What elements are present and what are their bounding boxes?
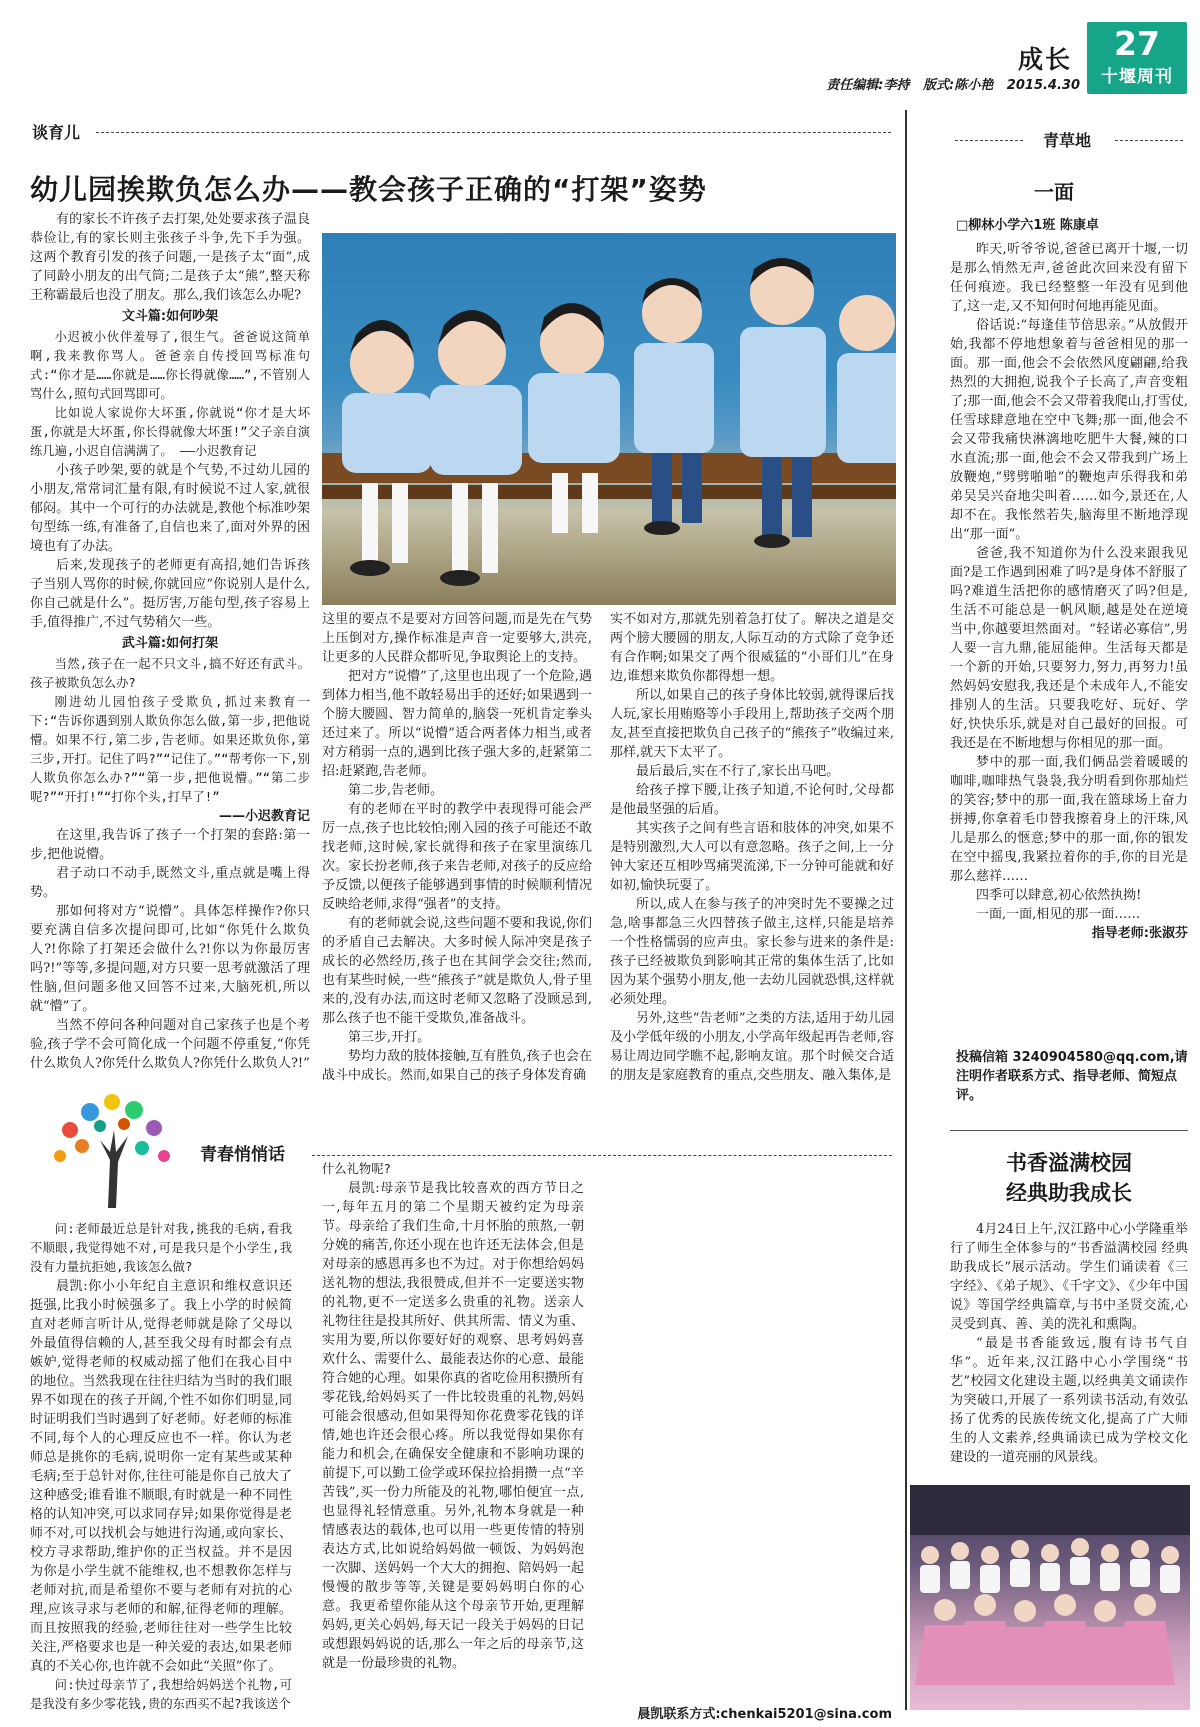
paragraph: 其实孩子之间有些言语和肢体的冲突,如果不是特别激烈,大人可以有意忽略。孩子之间,上一分钟大家还互相吵骂痛哭流涕,下一分钟可能就和好如初,愉快玩耍了。 [610, 821, 894, 893]
paragraph: 最后最后,实在不行了,家长出马吧。 [636, 764, 840, 779]
paragraph: 晨凯:你小小年纪自主意识和维权意识还挺强,比我小时候强多了。我上小学的时候简直对老师言听计从,觉得老师就是除了父母以外最值得信赖的人,甚至我父母有时都会有点嫉妒,觉得老师的权威动摇了他们在我心目中的地位。当然我现在往往归结为当时的我们眼界不如现在的孩子开阔,个性不如你们明显,同时证明我们当时遇到了好老师。好老师的标准不同,每个人的心理反应也不一样。你认为老师总是挑你的毛病,说明你一定有某些或某种毛病;至于总针对你,往往可能是你自己放大了这种感受;谁看谁不顺眼,有时就是一种不同性格的认知冲突,可以求同存异;如果你觉得是老师不对,可以找机会与她进行沟通,或向家长、校方寻求帮助,维护你的正当权益。并不是因为你是小学生就不能维权,也不想教你怎样与老师对抗,而是希望你不要与老师有对抗的心理,应该寻求与老师的和解,征得老师的理解。而且按照我的经验,老师往往对一些学生比较关注,严格要求也是一种关爱的表达,如果老师真的不关心你,也许就不会如此“关照”你了。 [30, 1279, 292, 1674]
submission-info: 投稿信箱 3240904580@qq.com,请注明作者联系方式、指导老师、简短点评。 [956, 1050, 1188, 1103]
news-title-line-2: 经典助我成长 [1006, 1181, 1132, 1205]
headline: 幼儿园挨欺负怎么办——教会孩子正确的“打架”姿势 [30, 173, 707, 206]
children-photo [322, 233, 896, 605]
paragraph: 那如何将对方“说懵”。具体怎样操作?你只要充满自信多次提问即可,比如“你凭什么欺负人?!你除了打架还会做什么?!你以为你最厉害吗?!”等等,多提问题,对方只要一思考就激活了理性脑,但问题多他又回答不过来,大脑死机,所以就“懵”了。 [30, 904, 310, 1014]
paragraph: 有的老师就会说,这些问题不要和我说,你们的矛盾自己去解决。大多时候人际冲突是孩子成长的必然经历,孩子也在其间学会交往;然而,也有某些时候,一些“熊孩子”就是欺负人,骨子里来的,没有办法,而这时老师又忽略了没顾忌到,那么孩子也不能干受欺负,准备战斗。 [322, 916, 592, 1026]
paragraph: 所以,成人在参与孩子的冲突时先不要操之过急,啥事都急三火四替孩子做主,这样,只能是培养一个性格懦弱的应声虫。家长参与进来的条件是:孩子已经被欺负到影响其正常的集体生活了,比如因为某个强势小朋友,他一去幼儿园就恐惧,这样就必须处理。 [610, 897, 894, 1007]
column-label: 谈育儿 [32, 123, 81, 142]
paragraph: 第三步,开打。 [348, 1030, 431, 1045]
article-column-1 [30, 210, 310, 1090]
signature: 指导老师:张淑芬 [1091, 926, 1188, 941]
paragraph: 在这里,我告诉了孩子一个打架的套路:第一步,把他说懵。 [30, 828, 310, 862]
paragraph: 昨天,听爷爷说,爸爸已离开十堰,一切是那么悄然无声,爸爸此次回来没有留下任何痕迹。我已经整整一年没有见到他了,这一走,又不知何时何地再能见面。 [950, 242, 1188, 314]
sidebar-divider [950, 1130, 1188, 1131]
poem-title: 一面 [1034, 180, 1074, 204]
paragraph: 有的老师在平时的教学中表现得可能会严厉一点,孩子也比较怕;刚入园的孩子可能还不敢找老师,这时候,家长就得和孩子在家里演练几次。家长扮老师,孩子来告老师,对孩子的反应给予反馈,以便孩子能够遇到事情的时候顺利情况反映给老师,求得“强者”的支持。 [322, 802, 592, 912]
poem-author: □柳林小学六1班 陈康卓 [956, 218, 1099, 233]
paragraph: 第二步,告老师。 [348, 783, 444, 798]
qa-column-1 [30, 1220, 292, 1725]
paragraph: 当然,孩子在一起不只文斗,搞不好还有武斗。孩子被欺负怎么办? [30, 657, 310, 690]
article-column-3 [610, 610, 894, 1090]
qa-label-rule [312, 1155, 892, 1156]
paragraph-part: 实不如对方,那就先别着急打仗了。解决之道是交两个膀大腰圆的朋友,人际互动的方式除了竞争还有合作啊;如果交了两个很威猛的“小哥们儿”在身边,谁想来欺负你都得想一想。 [610, 612, 894, 684]
paragraph-part: 问:快过母亲节了,我想给妈妈送个礼物,可是我没有多少零花钱,贵的东西买不起?我该送个 [30, 1678, 292, 1711]
paragraph: 问:老师最近总是针对我,挑我的毛病,看我不顺眼,我觉得她不对,可是我只是个小学生,我没有力量抗拒她,我该怎么做? [30, 1222, 292, 1274]
paragraph: 君子动口不动手,既然文斗,重点就是嘴上得势。 [30, 866, 310, 900]
students-illustration [910, 1485, 1190, 1710]
paragraph: 有的家长不许孩子去打架,处处要求孩子温良恭俭让,有的家长则主张孩子斗争,先下手为强。这两个教育引发的孩子问题,一是孩子太“面”,成了同龄小朋友的出气筒;二是孩子太“熊”,整天称王称霸最后也没了朋友。那么,我们该怎么办呢? [30, 212, 310, 303]
article-column-2 [322, 610, 592, 1090]
paragraph-part: 什么礼物呢? [322, 1162, 391, 1176]
paragraph: 梦中的那一面,我们俩品尝着暖暖的咖啡,咖啡热气袅袅,我分明看到你那灿烂的笑容;梦中的那一面,我在篮球场上奋力拼搏,你拿着毛巾替我擦着身上的汗珠,风儿是那么的惬意;梦中的那一面,你的银发在空中摇曳,我紧拉着你的手,你的目光是那么慈祥…… [950, 755, 1188, 884]
paper-name: 十堰周刊 [1101, 67, 1173, 87]
tree-logo [30, 1090, 190, 1208]
paragraph: 比如说人家说你大坏蛋,你就说“你才是大坏蛋,你就是大坏蛋,你长得就像大坏蛋!”父子亲自演练几遍,小迟自信满满了。 ——小迟教育记 [30, 406, 310, 458]
subheading: 文斗篇:如何吵架 [121, 309, 219, 324]
paragraph: 小孩子吵架,要的就是个气势,不过幼儿园的小朋友,常常词汇量有限,有时候说不过人家,就很郁闷。其中一个可行的办法就是,教他个标准吵架句型练一练,有准备了,自信也来了,面对外界的困境也有了办法。 [30, 463, 310, 554]
tree-icon [30, 1090, 190, 1208]
school-event-photo [910, 1485, 1190, 1710]
subheading: 武斗篇:如何打架 [121, 636, 219, 651]
signature: ——小迟教育记 [218, 809, 310, 824]
sidebar-rule-right [1115, 140, 1183, 141]
page-number: 27 [1114, 24, 1160, 63]
news-column [950, 1220, 1188, 1482]
paragraph: 4月24日上午,汉江路中心小学隆重举行了师生全体参与的“书香溢满校园 经典助我成长”展示活动。学生们诵读着《三字经》、《弟子规》、《千字文》、《少年中国说》等国学经典篇章,与书中圣贤交流,心灵受到真、善、美的洗礼和熏陶。 [950, 1222, 1188, 1332]
paragraph: 给孩子撑下腰,让孩子知道,不论何时,父母都是他最坚强的后盾。 [610, 783, 894, 817]
sidebar-rule-left [955, 140, 1023, 141]
paragraph-part: 当然不停问各种问题对自己家孩子也是个考验,孩子学不会可简化成一个问题不停重复,“你凭什么欺负人?你凭什么欺负人?你凭什么欺负人?!” [30, 1018, 310, 1071]
qa-column-3 [612, 1160, 892, 1700]
paragraph: 把对方“说懵”了,这里也出现了一个危险,遇到体力相当,他不敢轻易出手的还好;如果遇到一个膀大腰圆、智力简单的,脑袋一死机肯定拳头还过来了。所以“说懵”适合两者体力相当,或者对方稍弱一点的,遇到比孩子强大多的,赶紧第二招:赶紧跑,告老师。 [322, 669, 592, 779]
column-divider [905, 110, 907, 1710]
news-title-line-1: 书香溢满校园 [1006, 1151, 1132, 1175]
paragraph: 晨凯:母亲节是我比较喜欢的西方节日之一,每年五月的第二个星期天被约定为母亲节。母亲给了我们生命,十月怀胎的煎熬,一朝分娩的痛苦,你还小现在也许还无法体会,但是对母亲的感恩再多也不为过。对于你想给妈妈送礼物的想法,我很赞成,但并不一定要送实物的礼物,更不一定送多么贵重的礼物。送亲人礼物往往是投其所好、供其所需、情义为重、实用为要,所以你要好好的观察、思考妈妈喜欢什么、需要什么、最能表达你的心意、最能符合她的心理。如果你真的省吃俭用积攒所有零花钱,给妈妈买了一件比较贵重的礼物,妈妈可能会很感动,但如果得知你花费零花钱的详情,她也许还会很心疼。所以我觉得如果你有能力和机会,在确保安全健康和不影响功课的前提下,可以勤工俭学或环保拉拾捐攒一点“辛苦钱”,买一份力所能及的礼物,哪怕便宜一点,也显得礼轻情意重。另外,礼物本身就是一种情感表达的载体,也可以用一些更传情的特别表达方式,比如说给妈妈做一顿饭、为妈妈泡一次脚、送妈妈一个大大的拥抱、陪妈妈一起慢慢的散步等等,关键是要妈妈明白你的心意。我更希望你能从这个母亲节开始,更理解妈妈,更关心妈妈,每天记一段关于妈妈的日记或想跟妈妈说的话,那么一年之后的母亲节,这就是一份最珍贵的礼物。 [322, 1181, 584, 1671]
paragraph: 刚进幼儿园怕孩子受欺负,抓过来教育一下:“告诉你遇到别人欺负你怎么做,第一步,把他说懵。如果不行,第二步,告老师。如果还欺负你,第三步,开打。记住了吗?”“记住了。”“帮考你一下,别人欺负你怎么办?”“第一步,把他说懵。”“第二步呢?”“开打!”“打你个头,打早了!” [30, 695, 310, 804]
sidebar-section-label: 青草地 [1043, 131, 1092, 150]
paragraph: 爸爸,我不知道你为什么没来跟我见面?是工作遇到困难了吗?是身体不舒服了吗?难道生活把你的感情磨灭了吗?但是,生活不可能总是一帆风顺,越是处在逆境当中,你越要坦然面对。“轻诺必寡信”,男人要一言九鼎,能屈能伸。生活每天都是一个新的开始,只要努力,努力,再努力!虽然妈妈安慰我,我还是个未成年人,不能安排别人的生活。只要我吃好、玩好、学好,快快乐乐,就是对自己最好的回报。可我还是在不断地想与你相见的那一面。 [950, 546, 1188, 751]
children-illustration [322, 233, 896, 605]
paragraph-part: 势均力敌的肢体接触,互有胜负,孩子也会在战斗中成长。然而,如果自己的孩子身体发育确 [322, 1049, 592, 1083]
paragraph: 俗话说:“每逢佳节倍思亲。”从放假开始,我都不停地想象着与爸爸相见的那一面。那一面,他会不会依然风度翩翩,给我热烈的大拥抱,说我个子长高了,声音变粗了;那一面,他会不会又带着我爬山,打雪仗,任雪球肆意地在空中飞舞;那一面,他会不会又带我痛快淋漓地吃肥牛大餐,辣的口水直流;那一面,他会不会又带我到广场上放鞭炮,“劈劈啪啪”的鞭炮声乐得我和弟弟吴吴兴奋地尖叫着……如今,景还在,人却不在。我怅然若失,脑海里不断地浮现出“那一面”。 [950, 318, 1188, 542]
paragraph: “最是书香能致远,腹有诗书气自华”。近年来,汉江路中心小学围绕“书艺”校园文化建设主题,以经典美文诵读作为突破口,开展了一系列读书活动,有效弘扬了优秀的民族传统文化,提高了广大师生的人文素养,经典诵读已成为学校文化建设的一道亮丽的风景线。 [950, 1336, 1188, 1465]
section-title: 成长 [1018, 45, 1073, 74]
editor-credits: 责任编辑:李持 版式:陈小艳 2015.4.30 [826, 78, 1080, 93]
qa-section-label: 青春悄悄话 [200, 1145, 285, 1165]
qa-column-2 [322, 1160, 584, 1725]
paragraph: 四季可以肆意,初心依然执拗! [976, 888, 1142, 903]
page-number-box [1087, 22, 1187, 94]
paragraph: 一面,一面,相见的那一面…… [976, 907, 1141, 922]
paragraph: 小迟被小伙伴羞辱了,很生气。爸爸说这简单啊,我来教你骂人。爸爸亲自传授回骂标准句式:“你才是……你就是……你长得就像……”,不管别人骂什么,照句式回骂即可。 [30, 330, 310, 401]
contact-email: 晨凯联系方式:chenkai5201@sina.com [637, 1707, 892, 1722]
essay-column [950, 240, 1188, 1030]
paragraph-part: 另外,这些“告老师”之类的方法,适用于幼儿园及小学低年级的小朋友,小学高年级起再告老师,容易让周边同学瞧不起,影响友谊。那个时候交合适的朋友是家庭教育的重点,交些朋友、融入集体,是 [610, 1011, 894, 1083]
label-rule [96, 132, 891, 133]
paragraph: 所以,如果自己的孩子身体比较弱,就得课后找人玩,家长用贿赂等小手段用上,帮助孩子交两个朋友,甚至直接把欺负自己孩子的“熊孩子”收编过来,那样,就天下太平了。 [610, 688, 894, 760]
paragraph-part: 这里的要点不是要对方回答问题,而是先在气势上压倒对方,操作标准是声音一定要够大,洪亮,让更多的人民群众都听见,争取舆论上的支持。 [322, 612, 592, 665]
paragraph: 后来,发现孩子的老师更有高招,她们告诉孩子当别人骂你的时候,你就回应“你说别人是什么,你自己就是什么”。挺厉害,万能句型,孩子容易上手,值得推广,不过气势稍欠一些。 [30, 558, 310, 630]
